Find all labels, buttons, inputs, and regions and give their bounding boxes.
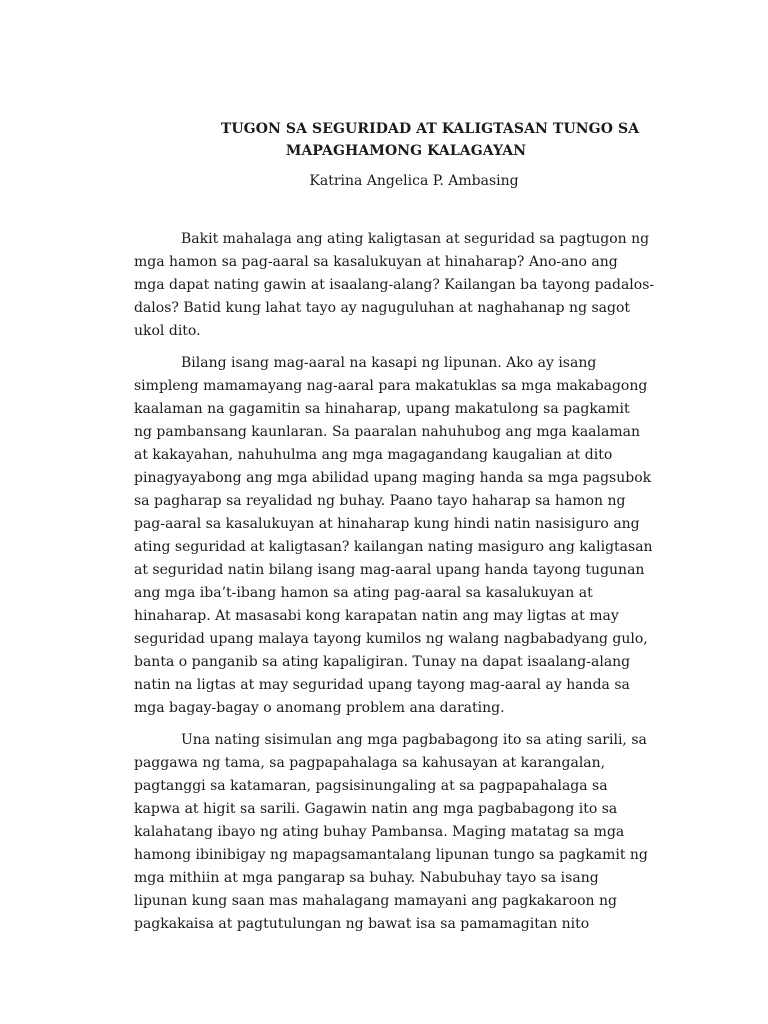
paragraph-line: paggawa ng tama, sa pagpapahalaga sa kahusayan at karangalan, [134, 755, 606, 771]
paragraph-line: banta o panganib sa ating kapaligiran. Tunay na dapat isaalang-alang [134, 654, 631, 670]
paragraph-line: sa pagharap sa reyalidad ng buhay. Paano tayo haharap sa hamon ng [134, 493, 626, 509]
paragraph-2 [134, 352, 674, 720]
paragraph-line: natin na ligtas at may seguridad upang tayong mag-aaral ay handa sa [134, 677, 630, 693]
paragraph-line: Bilang isang mag-aaral na kasapi ng lipunan. Ako ay isang [181, 355, 597, 371]
paragraph-line: simpleng mamamayang nag-aaral para makatuklas sa mga makabagong [134, 378, 648, 394]
paragraph-line: ukol dito. [134, 323, 201, 339]
document-title [0, 118, 768, 162]
author-name: Katrina Angelica P. Ambasing [309, 173, 519, 189]
paragraph-line: seguridad upang malaya tayong kumilos ng walang nagbabadyang gulo, [134, 631, 648, 647]
paragraph-line: mga bagay-bagay o anomang problem ana darating. [134, 700, 505, 716]
paragraph-line: mga mithiin at mga pangarap sa buhay. Nabubuhay tayo sa isang [134, 870, 599, 886]
paragraph-line: mga dapat nating gawin at isaalang-alang? Kailangan ba tayong padalos- [134, 277, 655, 293]
paragraph-line: kapwa at higit sa sarili. Gagawin natin ang mga pagbabagong ito sa [134, 801, 618, 817]
paragraph-line: kalahatang ibayo ng ating buhay Pambansa. Maging matatag sa mga [134, 824, 625, 840]
paragraph-line: Bakit mahalaga ang ating kaligtasan at seguridad sa pagtugon ng [181, 231, 650, 247]
paragraph-line: hinaharap. At masasabi kong karapatan natin ang may ligtas at may [134, 608, 619, 624]
paragraph-line: at kakayahan, nahuhulma ang mga magagandang kaugalian at dito [134, 447, 613, 463]
paragraph-line: at seguridad natin bilang isang mag-aaral upang handa tayong tugunan [134, 562, 645, 578]
paragraph-line: dalos? Batid kung lahat tayo ay naguguluhan at naghahanap ng sagot [134, 300, 631, 316]
paragraph-line: pinagyayabong ang mga abilidad upang maging handa sa mga pagsubok [134, 470, 652, 486]
paragraph-line: lipunan kung saan mas mahalagang mamayani ang pagkakaroon ng [134, 893, 617, 909]
paragraph-line: pagkakaisa at pagtutulungan ng bawat isa sa pamamagitan nito [134, 916, 590, 932]
title-line-1: TUGON SA SEGURIDAD AT KALIGTASAN TUNGO SA [220, 121, 640, 137]
paragraph-line: ating seguridad at kaligtasan? kailangan nating masiguro ang kaligtasan [134, 539, 653, 555]
paragraph-1 [134, 228, 674, 343]
paragraph-line: ng pambansang kaunlaran. Sa paaralan nahuhubog ang mga kaalaman [134, 424, 640, 440]
paragraph-line: ang mga iba’t-ibang hamon sa ating pag-aaral sa kasalukuyan at [134, 585, 593, 601]
paragraph-line: hamong ibinibigay ng mapagsamantalang lipunan tungo sa pagkamit ng [134, 847, 648, 863]
paragraph-3 [134, 729, 674, 936]
paragraph-line: Una nating sisimulan ang mga pagbabagong ito sa ating sarili, sa [181, 732, 647, 748]
paragraph-line: pagtanggi sa katamaran, pagsisinungaling at sa pagpapahalaga sa [134, 778, 608, 794]
paragraph-line: pag-aaral sa kasalukuyan at hinaharap kung hindi natin nasisiguro ang [134, 516, 640, 532]
document-body [134, 228, 674, 936]
paragraph-line: mga hamon sa pag-aaral sa kasalukuyan at hinaharap? Ano-ano ang [134, 254, 618, 270]
paragraph-line: kaalaman na gagamitin sa hinaharap, upang makatulong sa pagkamit [134, 401, 630, 417]
title-line-2: MAPAGHAMONG KALAGAYAN [285, 143, 527, 159]
